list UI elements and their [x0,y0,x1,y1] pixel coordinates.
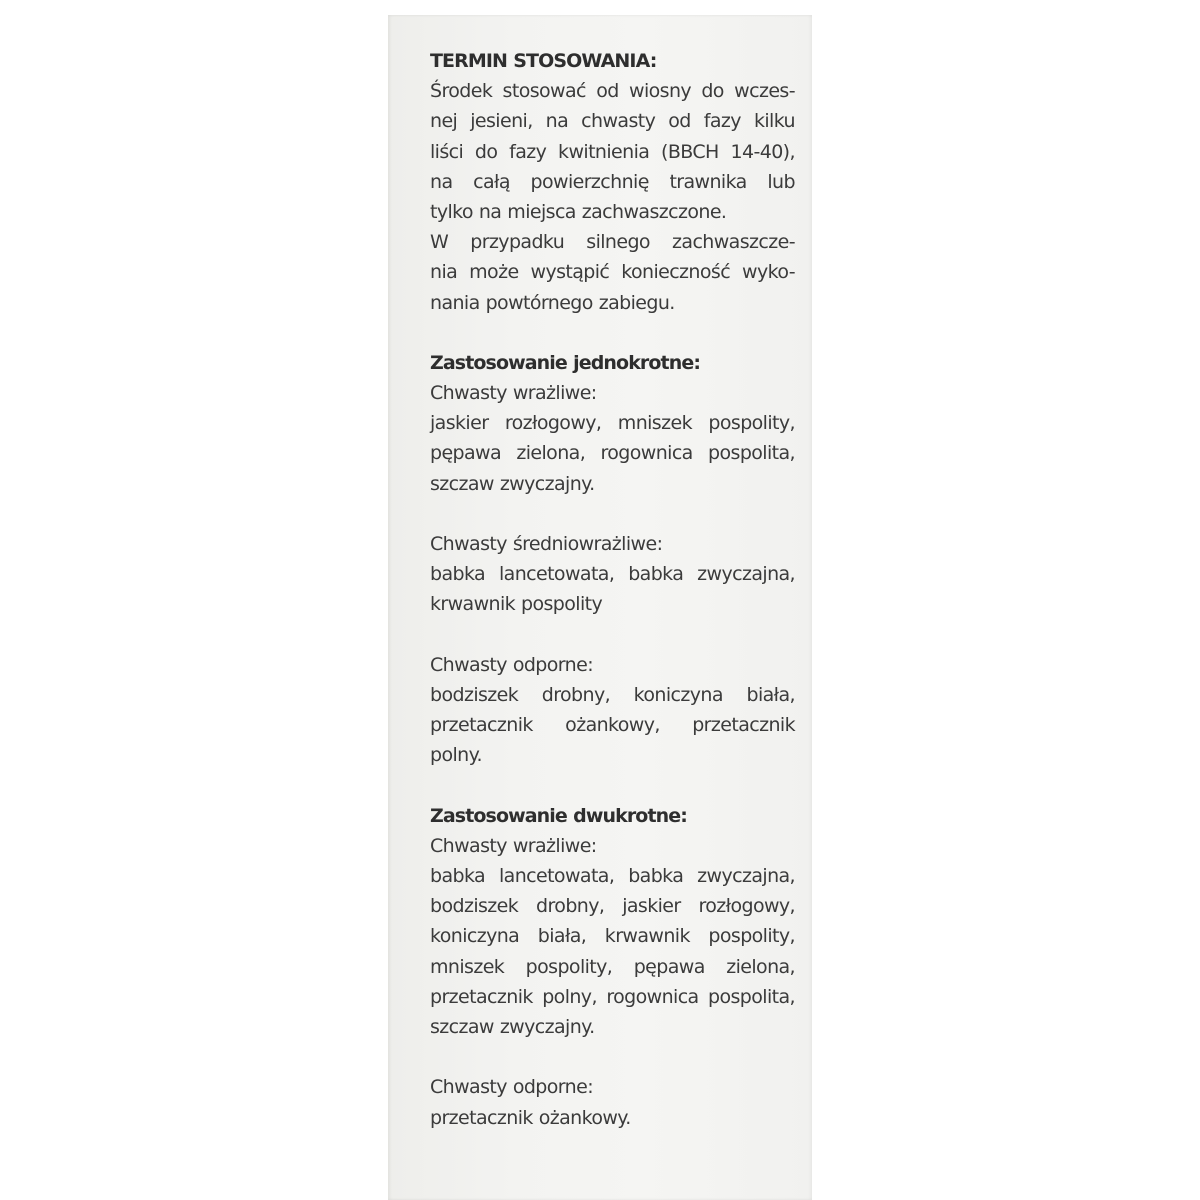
subheading-chwasty-wrazliwe: Chwasty wrażliwe: [430,382,597,405]
text-line [430,438,795,468]
text-word: rozłogowy, [504,412,602,435]
text-word: mniszek [430,955,505,978]
text-word: przypadku [470,231,565,254]
text-word: Środek [430,80,493,103]
text-word: tylko na miejsca zachwaszczone. [430,200,727,223]
text-word: od [668,110,691,133]
subheading-chwasty-odporne: Chwasty odporne: [430,1076,594,1099]
text-word: przetacznik ożankowy. [430,1106,631,1129]
text-word: chwasty [581,110,656,133]
text-word: wyko- [742,261,795,284]
text-word: do [701,80,724,103]
text-word: nej [430,110,458,133]
text-line [430,288,795,318]
text-word: zwyczajna, [697,563,795,586]
text-line [430,1012,795,1042]
text-word: może [469,261,519,284]
text-word: fazy [703,110,741,133]
text-word: stosować [502,80,586,103]
text-line [430,227,795,257]
subheading-chwasty-odporne: Chwasty odporne: [430,653,594,676]
text-word: fazy [509,140,547,163]
text-word: lancetowata, [498,865,615,888]
termin-paragraph [430,76,795,318]
text-word: babka [628,563,684,586]
section-heading-dwukrotne: Zastosowanie dwukrotne: [430,804,687,827]
text-word: pospolity, [708,925,795,948]
spacer [430,620,795,650]
text-line [430,710,795,740]
text-word: zielona, [516,442,586,465]
text-word: nia [430,261,458,284]
text-word: krwawnik pospolity [430,593,603,616]
text-word: do [474,140,498,163]
text-word: W [430,231,449,254]
text-word: szczaw zwyczajny. [430,1016,595,1038]
text-line [430,921,795,951]
text-word: mniszek [617,412,692,435]
text-word: rogownica [600,442,693,465]
text-word: wystąpić [530,261,610,284]
text-word: polny. [430,744,482,767]
text-word: na [545,110,569,133]
text-word: szczaw zwyczajny. [430,472,595,495]
jednokrotne-sredniowrazliwe-list [430,559,795,619]
text-word: biała, [537,925,587,948]
section-heading-termin: TERMIN STOSOWANIA: [430,50,657,72]
text-line [430,559,795,589]
dwukrotne-wrazliwe-list [430,861,795,1042]
text-word: kwitnienia [558,140,650,163]
text-word: biała, [746,683,795,706]
text-word: rogownica [606,985,699,1008]
text-line [430,680,795,710]
text-word: jaskier [622,895,681,918]
text-word: ożankowy, [565,714,660,737]
text-word: od [596,80,619,103]
text-word: liści [430,140,464,163]
text-word: 14-40), [730,140,795,163]
text-line [430,861,795,891]
text-line [430,952,795,982]
text-word: jaskier [430,412,489,435]
text-line [430,76,795,106]
text-line [430,891,795,921]
spacer [430,499,795,529]
text-word: lub [767,170,795,193]
text-line [430,137,795,167]
section-heading-jednokrotne: Zastosowanie jednokrotne: [430,351,701,374]
text-word: przetacznik [430,985,533,1008]
text-word: wiosny [629,80,692,103]
text-word: bodziszek [430,895,519,918]
text-word: przetacznik [692,714,795,737]
text-line [430,469,795,499]
text-word: babka [430,563,486,586]
text-line [430,982,795,1012]
text-line [430,197,795,227]
text-word: pospolity, [708,412,795,435]
subheading-chwasty-wrazliwe: Chwasty wrażliwe: [430,834,597,857]
text-word: bodziszek [430,683,519,706]
text-word: pępawa [430,442,502,465]
text-word: kilku [753,110,795,133]
jednokrotne-odporne-list [430,680,795,771]
label-text-block [430,46,795,1133]
text-word: pospolity, [525,955,613,978]
text-word: konieczność [621,261,731,284]
spacer [430,771,795,801]
text-line [430,167,795,197]
text-word: powierzchnię [530,170,649,193]
text-word: (BBCH [661,140,719,163]
text-word: koniczyna [633,683,723,706]
text-word: zwyczajna, [697,865,795,888]
text-line [430,589,795,619]
text-word: jesieni, [470,110,533,133]
dwukrotne-odporne-list [430,1103,795,1133]
text-word: całą [473,170,510,193]
text-word: drobny, [541,683,611,706]
text-word: babka [430,865,486,888]
text-word: babka [628,865,684,888]
text-word: drobny, [536,895,605,918]
text-word: na [430,170,453,193]
spacer [430,1042,795,1072]
text-word: koniczyna [430,925,520,948]
text-line [430,408,795,438]
text-word: silnego [586,231,650,254]
text-word: wczes- [734,80,795,103]
spacer [430,318,795,348]
text-line [430,106,795,136]
text-line [430,257,795,287]
text-word: lancetowata, [498,563,615,586]
text-line [430,740,795,770]
text-word: pospolita, [708,985,795,1008]
jednokrotne-wrazliwe-list [430,408,795,499]
text-word: polny, [542,985,597,1008]
text-word: rozłogowy, [698,895,795,918]
text-word: przetacznik [430,714,533,737]
subheading-chwasty-sredniowrazliwe: Chwasty średniowrażliwe: [430,533,663,555]
text-word: trawnika [669,170,747,193]
text-word: zielona, [726,955,795,978]
text-word: zachwaszcze- [672,231,795,254]
text-word: nania powtórnego zabiegu. [430,291,675,314]
text-word: pospolita, [708,442,795,465]
text-word: pępawa [633,955,705,978]
text-line [430,1103,795,1133]
text-word: krwawnik [604,925,690,948]
